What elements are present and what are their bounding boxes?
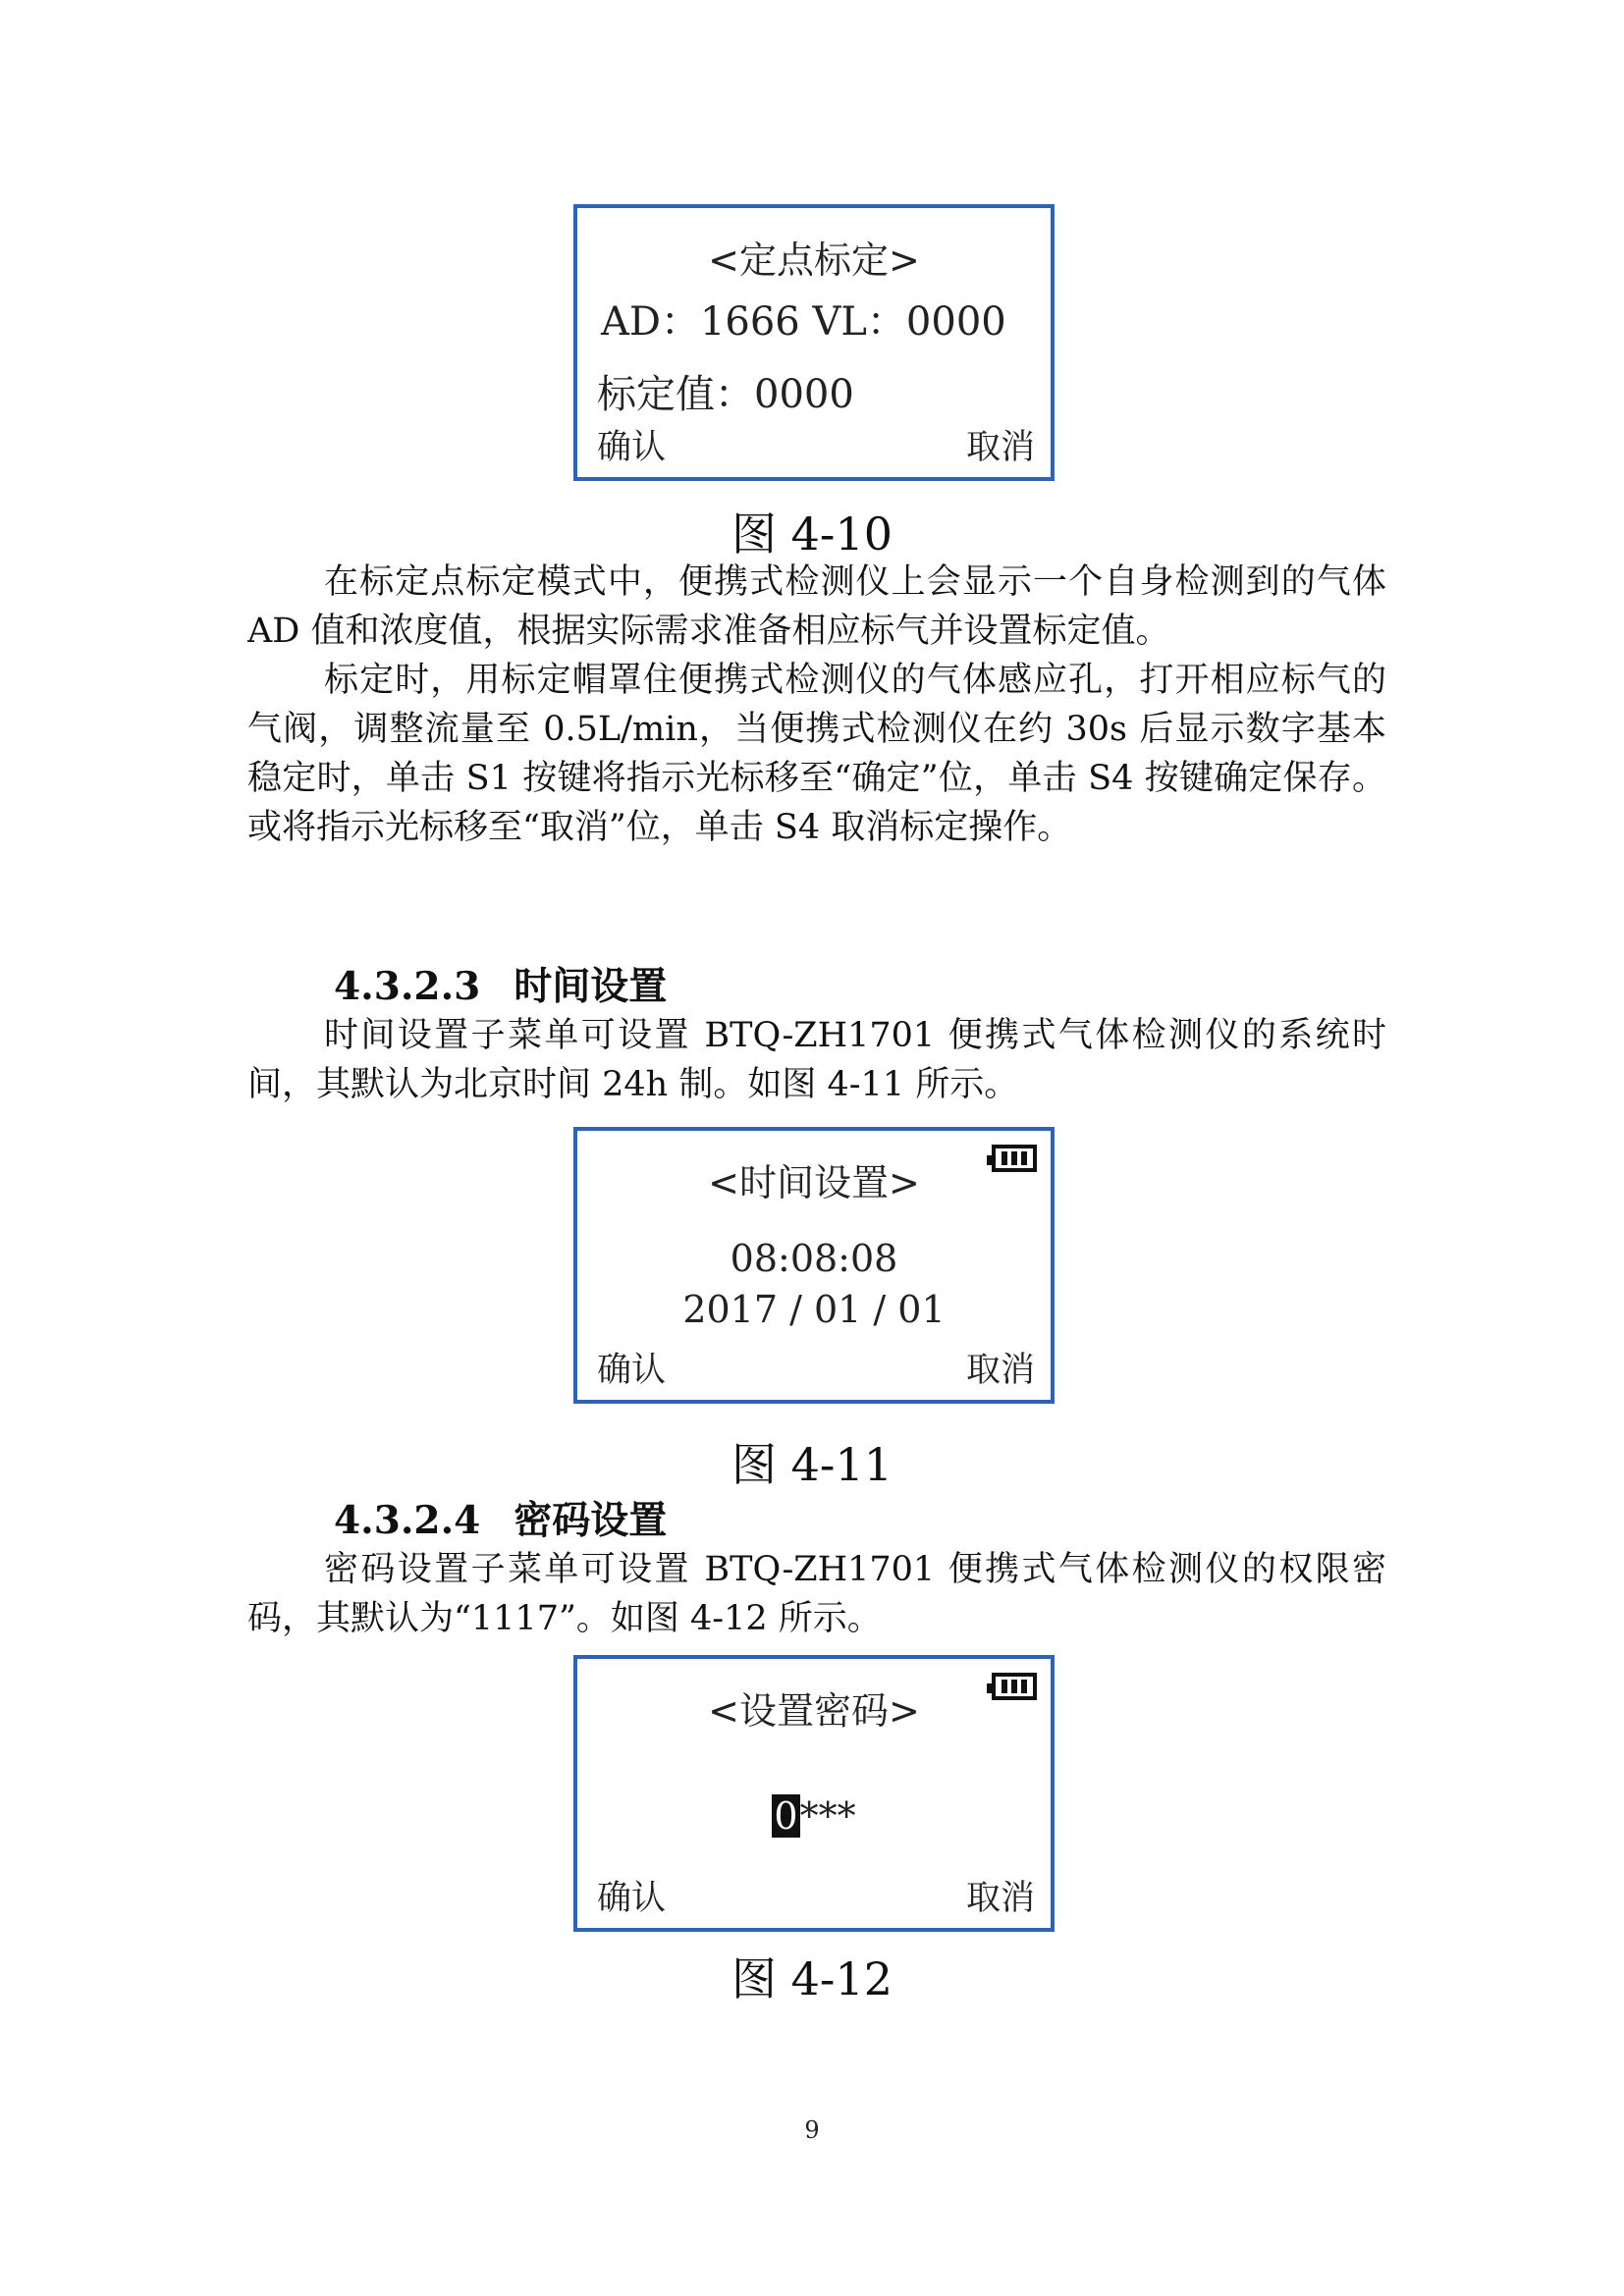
cancel-softkey[interactable]: 取消 [965,1879,1035,1918]
figure-caption: 图 4-11 [731,1438,893,1491]
paragraph: 标定时，用标定帽罩住便携式检测仪的气体感应孔，打开相应标气的气阀，调整流量至 0.5L/min，当便携式检测仪在约 30s 后显示数字基本稳定时，单击 S1 按键将指示光标移至“确定”位，单击 S4 按键确定保存。或将指示光标移至“取消”位，单击 S4 取消标定操作。 [247,661,1386,847]
cancel-softkey[interactable]: 取消 [965,428,1035,467]
section-title: 时间设置 [514,964,668,1009]
section-heading [334,956,667,1011]
ad-vl-readout: AD：1666 VL：0000 [601,299,1006,345]
section-number: 4.3.2.4 [334,1498,481,1543]
figure-caption: 图 4-10 [731,507,893,561]
screen-title: <设置密码> [708,1689,920,1733]
confirm-softkey[interactable]: 确认 [597,428,667,467]
password-settings-screen [573,1655,1055,1932]
masked-digits: *** [799,1794,856,1838]
section-heading [334,1490,667,1545]
screen-title: <时间设置> [708,1161,920,1204]
password-input[interactable] [577,1794,1051,1838]
time-settings-screen [573,1127,1055,1404]
paragraph: 在标定点标定模式中，便携式检测仪上会显示一个自身检测到的气体 AD 值和浓度值，根据实际需求准备相应标气并设置标定值。 [247,562,1386,651]
figure-caption: 图 4-12 [731,1952,893,2005]
date-value[interactable]: 2017 / 01 / 01 [682,1288,946,1331]
calibration-value: 标定值：0000 [597,372,854,417]
calibration-screen [573,204,1055,481]
page-number: 9 [804,2116,820,2144]
cursor-digit[interactable]: 0 [774,1794,798,1838]
confirm-softkey[interactable]: 确认 [597,1351,667,1390]
section-text [247,1545,1386,1643]
section-text [247,1011,1386,1109]
paragraph: 密码设置子菜单可设置 BTQ-ZH1701 便携式气体检测仪的权限密码，其默认为“1117”。如图 4-12 所示。 [247,1550,1386,1638]
screen-title: <定点标定> [708,239,920,282]
cancel-softkey[interactable]: 取消 [965,1351,1035,1390]
section-number: 4.3.2.3 [334,964,481,1009]
confirm-softkey[interactable]: 确认 [597,1879,667,1918]
time-value[interactable]: 08:08:08 [730,1237,898,1280]
paragraph: 时间设置子菜单可设置 BTQ-ZH1701 便携式气体检测仪的系统时间，其默认为北京时间 24h 制。如图 4-11 所示。 [247,1016,1386,1104]
body-paragraphs [247,558,1386,852]
section-title: 密码设置 [514,1498,668,1543]
